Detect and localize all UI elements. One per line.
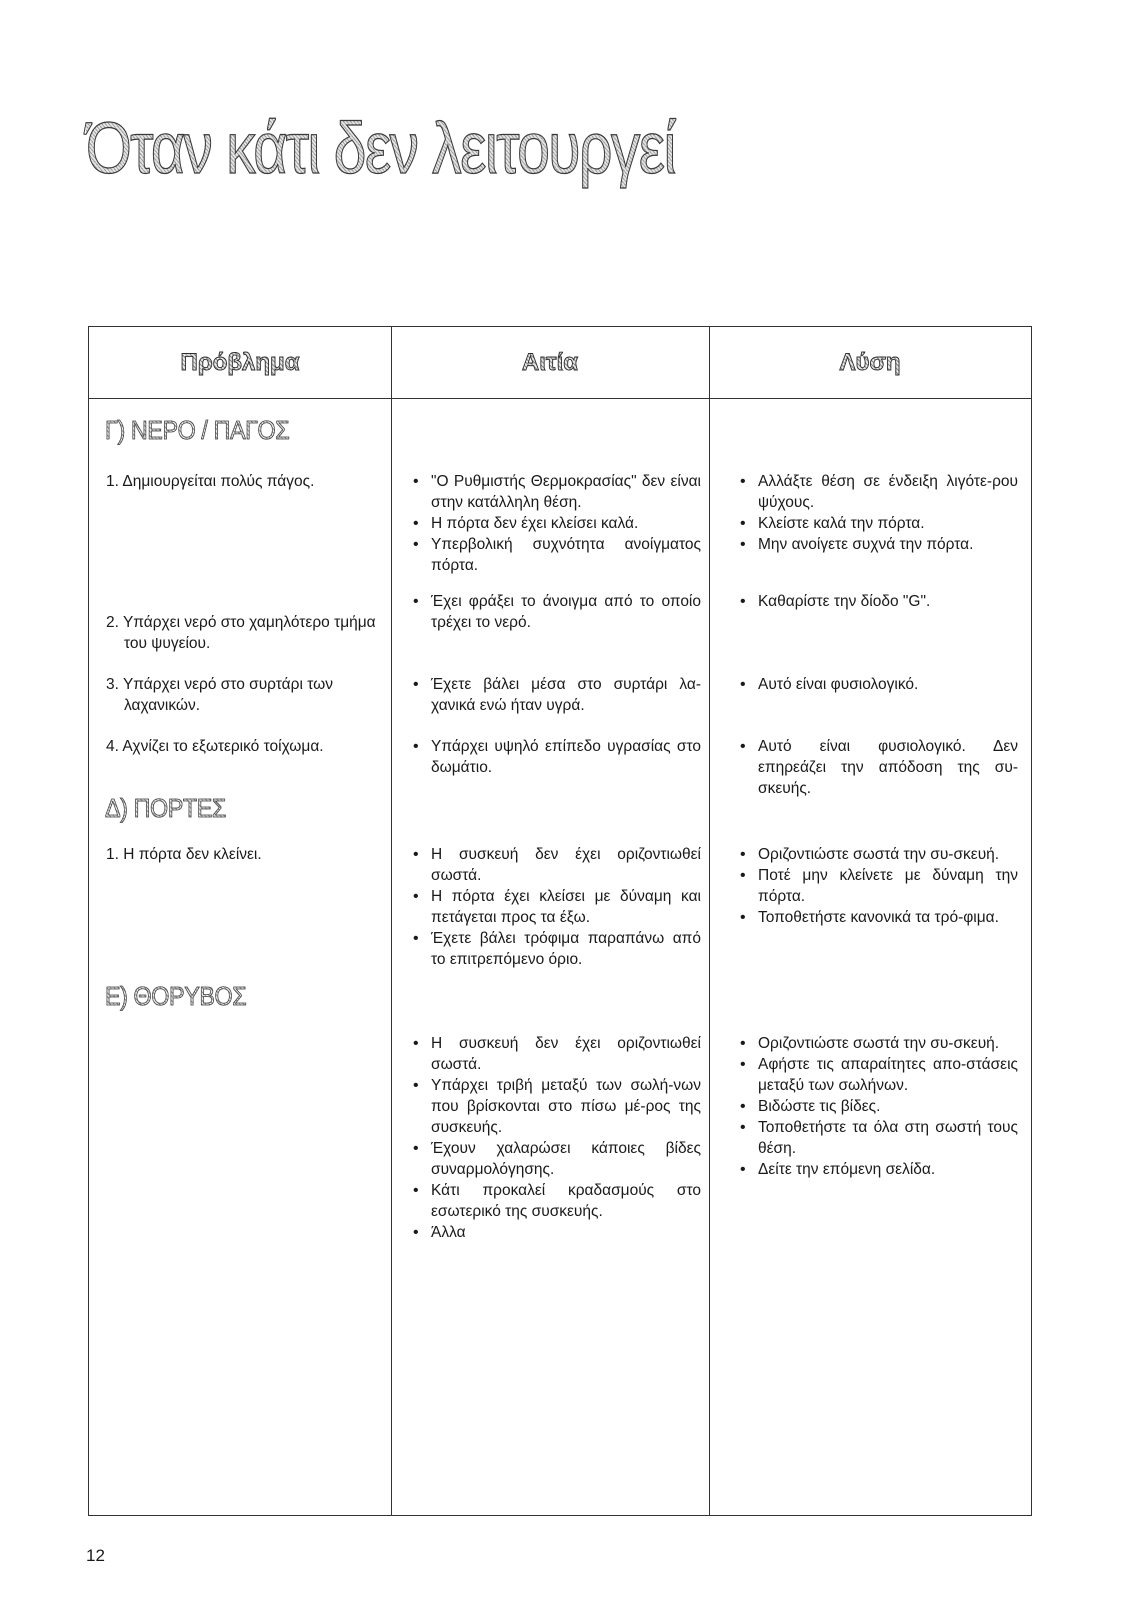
- problem-item: [106, 844, 386, 865]
- column-divider: [709, 327, 710, 1515]
- problem-text: 2. Υπάρχει νερό στο χαμηλότερο τμήμα του ψυγείου.: [106, 614, 376, 652]
- page-title: Όταν κάτι δεν λειτουργεί: [86, 109, 675, 189]
- solution-item: • Αφήστε τις απαραίτητες απο-στάσεις μεταξύ των σωλήνων.: [740, 1054, 1018, 1096]
- solution-list: [740, 1033, 1018, 1180]
- cause-item: • Έχετε βάλει μέσα στο συρτάρι λα-χανικά ενώ ήταν υγρά.: [413, 674, 701, 716]
- troubleshooting-table: [88, 326, 1032, 1516]
- solution-item: • Δείτε την επόμενη σελίδα.: [740, 1159, 1018, 1180]
- column-header-problem: Πρόβλημα: [89, 327, 391, 398]
- solution-list: [740, 674, 1018, 695]
- cause-item: • Άλλα: [413, 1222, 701, 1243]
- cause-item: • Η συσκευή δεν έχει οριζοντιωθεί σωστά.: [413, 1033, 701, 1075]
- problem-item: [106, 736, 386, 757]
- solution-item: • Αυτό είναι φυσιολογικό. Δεν επηρεάζει την απόδοση της συ-σκευής.: [740, 736, 1018, 799]
- cause-item: • Υπάρχει υψηλό επίπεδο υγρασίας στο δωμάτιο.: [413, 736, 701, 778]
- section-heading-water-ice: Γ) ΝΕΡΟ / ΠΑΓΟΣ: [105, 415, 290, 445]
- solution-item: • Καθαρίστε την δίοδο "G".: [740, 591, 1018, 612]
- solution-list: [740, 471, 1018, 555]
- problem-item: [106, 674, 386, 716]
- problem-text: 3. Υπάρχει νερό στο συρτάρι των λαχανικών.: [106, 676, 333, 714]
- cause-list: [413, 844, 701, 970]
- cause-item: • Η πόρτα έχει κλείσει με δύναμη και πετάγεται προς τα έξω.: [413, 886, 701, 928]
- cause-item: • Έχουν χαλαρώσει κάποιες βίδες συναρμολόγησης.: [413, 1138, 701, 1180]
- cause-item: • Κάτι προκαλεί κραδασμούς στο εσωτερικό της συσκευής.: [413, 1180, 701, 1222]
- problem-text: 1. Η πόρτα δεν κλείνει.: [106, 846, 262, 863]
- solution-item: • Κλείστε καλά την πόρτα.: [740, 513, 1018, 534]
- solution-item: • Βιδώστε τις βίδες.: [740, 1096, 1018, 1117]
- cause-item: • Έχει φράξει το άνοιγμα από το οποίο τρέχει το νερό.: [413, 591, 701, 633]
- column-divider: [391, 327, 392, 1515]
- cause-item: • Η συσκευή δεν έχει οριζοντιωθεί σωστά.: [413, 844, 701, 886]
- cause-list: [413, 736, 701, 778]
- section-heading-doors: Δ) ΠΟΡΤΕΣ: [105, 793, 226, 823]
- cause-list: [413, 471, 701, 576]
- problem-item: [106, 612, 386, 654]
- cause-list: [413, 674, 701, 716]
- solution-item: • Οριζοντιώστε σωστά την συ-σκευή.: [740, 1033, 1018, 1054]
- cause-list: [413, 591, 701, 633]
- page-number: 12: [86, 1546, 105, 1565]
- solution-item: • Αυτό είναι φυσιολογικό.: [740, 674, 1018, 695]
- problem-item: [106, 471, 386, 492]
- section-heading-noise: Ε) ΘΟΡΥΒΟΣ: [105, 981, 247, 1011]
- column-header-cause: Αιτία: [391, 327, 709, 398]
- solution-item: • Ποτέ μην κλείνετε με δύναμη την πόρτα.: [740, 865, 1018, 907]
- cause-item: • Υπερβολική συχνότητα ανοίγματος πόρτα.: [413, 534, 701, 576]
- cause-item: • "Ο Ρυθμιστής Θερμοκρασίας" δεν είναι στην κατάλληλη θέση.: [413, 471, 701, 513]
- cause-list: [413, 1033, 701, 1243]
- cause-item: • Έχετε βάλει τρόφιμα παραπάνω από το επιτρεπόμενο όριο.: [413, 928, 701, 970]
- solution-item: • Τοποθετήστε τα όλα στη σωστή τους θέση.: [740, 1117, 1018, 1159]
- problem-text: 1. Δημιουργείται πολύς πάγος.: [106, 473, 315, 490]
- cause-item: • Η πόρτα δεν έχει κλείσει καλά.: [413, 513, 701, 534]
- solution-item: • Οριζοντιώστε σωστά την συ-σκευή.: [740, 844, 1018, 865]
- solution-item: • Τοποθετήστε κανονικά τα τρό-φιμα.: [740, 907, 1018, 928]
- solution-item: • Μην ανοίγετε συχνά την πόρτα.: [740, 534, 1018, 555]
- column-header-solution: Λύση: [709, 327, 1031, 398]
- header-divider: [89, 398, 1031, 399]
- problem-text: 4. Αχνίζει το εξωτερικό τοίχωμα.: [106, 738, 324, 755]
- solution-list: [740, 591, 1018, 612]
- solution-item: • Αλλάξτε θέση σε ένδειξη λιγότε-ρου ψύχους.: [740, 471, 1018, 513]
- solution-list: [740, 736, 1018, 799]
- cause-item: • Υπάρχει τριβή μεταξύ των σωλή-νων που βρίσκονται στο πίσω μέ-ρος της συσκευής.: [413, 1075, 701, 1138]
- solution-list: [740, 844, 1018, 928]
